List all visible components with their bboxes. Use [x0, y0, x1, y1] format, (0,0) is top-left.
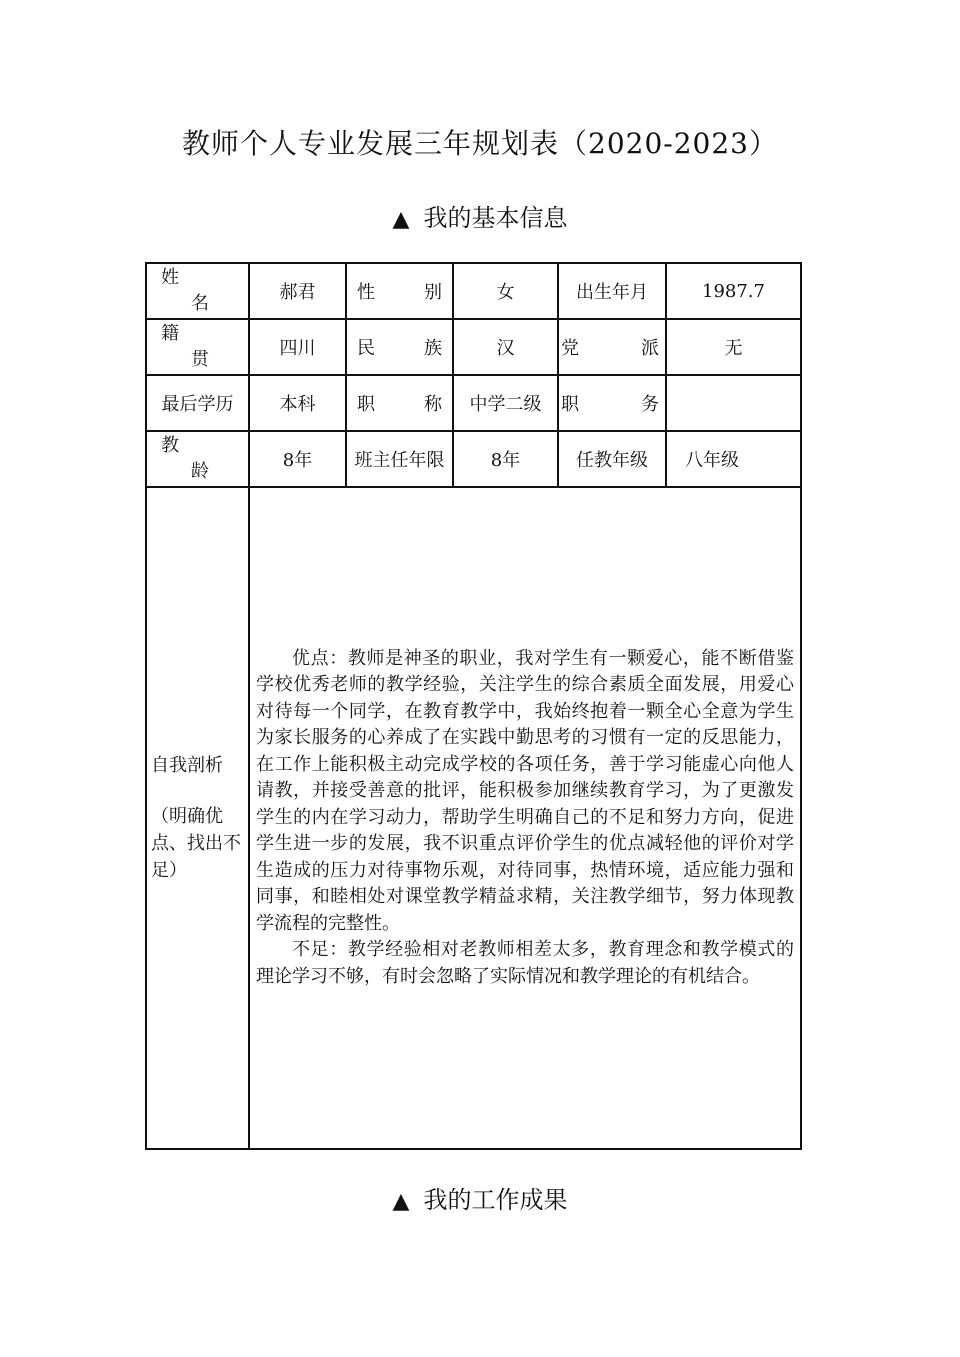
gender-value: 女	[453, 263, 558, 319]
birth-label: 出生年月	[558, 263, 666, 319]
birth-value: 1987.7	[666, 263, 801, 319]
page-title: 教师个人专业发展三年规划表（2020-2023）	[182, 127, 778, 160]
self-analysis-sublabel: （明确优点、找出不足）	[151, 806, 241, 881]
position-value	[666, 375, 801, 431]
self-analysis-content	[249, 487, 801, 1149]
education-value: 本科	[249, 375, 346, 431]
table-row	[146, 263, 801, 319]
name-value: 郝君	[249, 263, 346, 319]
gender-label: 性 别	[346, 263, 453, 319]
table-row	[146, 487, 801, 1149]
title-label: 职 称	[346, 375, 453, 431]
grade-value: 八年级	[666, 431, 801, 487]
table-row	[146, 319, 801, 375]
party-label: 党 派	[558, 319, 666, 375]
section-heading-work-results	[0, 1180, 960, 1215]
teaching-years-value: 8年	[249, 431, 346, 487]
section-heading-basic-info	[0, 198, 960, 233]
party-value: 无	[666, 319, 801, 375]
ethnicity-value: 汉	[453, 319, 558, 375]
head-teacher-value: 8年	[453, 431, 558, 487]
table-row	[146, 431, 801, 487]
strengths-paragraph: 优点：教师是神圣的职业，我对学生有一颗爱心，能不断借鉴学校优秀老师的教学经验，关注学生的综合素质全面发展，用爱心对待每一个同学，在教育教学中，我始终抱着一颗全心全意为学生为家长服务的心养成了在实践中勤思考的习惯有一定的反思能力，在工作上能积极主动完成学校的各项任务，善于学习能虚心向他人请教，并接受善意的批评，能积极参加继续教育学习，为了更激发学生的内在学习动力，帮助学生明确自己的不足和努力方向，促进学生进一步的发展，我不识重点评价学生的优点减轻他的评价对学生造成的压力对待事物乐观，对待同事，热情环境，适应能力强和同事，和睦相处对课堂教学精益求精，关注教学细节，努力体现教学流程的完整性。	[256, 647, 794, 934]
teaching-years-label: 教 龄	[146, 431, 249, 487]
head-teacher-label: 班主任年限	[346, 431, 453, 487]
self-analysis-label: 自我剖析	[151, 755, 223, 776]
education-label: 最后学历	[146, 375, 249, 431]
triangle-up-icon: ▲	[392, 207, 410, 232]
position-label: 职 务	[558, 375, 666, 431]
table-row	[146, 375, 801, 431]
origin-label: 籍 贯	[146, 319, 249, 375]
name-label: 姓 名	[146, 263, 249, 319]
triangle-up-icon: ▲	[392, 1189, 410, 1214]
section-title-basic-info: 我的基本信息	[423, 204, 568, 232]
weaknesses-paragraph: 不足：教学经验相对老教师相差太多，教育理念和教学模式的理论学习不够，有时会忽略了实际情况和教学理论的有机结合。	[256, 939, 794, 987]
title-value: 中学二级	[453, 375, 558, 431]
basic-info-table	[145, 262, 802, 1150]
origin-value: 四川	[249, 319, 346, 375]
grade-label: 任教年级	[558, 431, 666, 487]
ethnicity-label: 民 族	[346, 319, 453, 375]
section-title-work-results: 我的工作成果	[423, 1186, 568, 1214]
self-analysis-label-cell	[146, 487, 249, 1149]
